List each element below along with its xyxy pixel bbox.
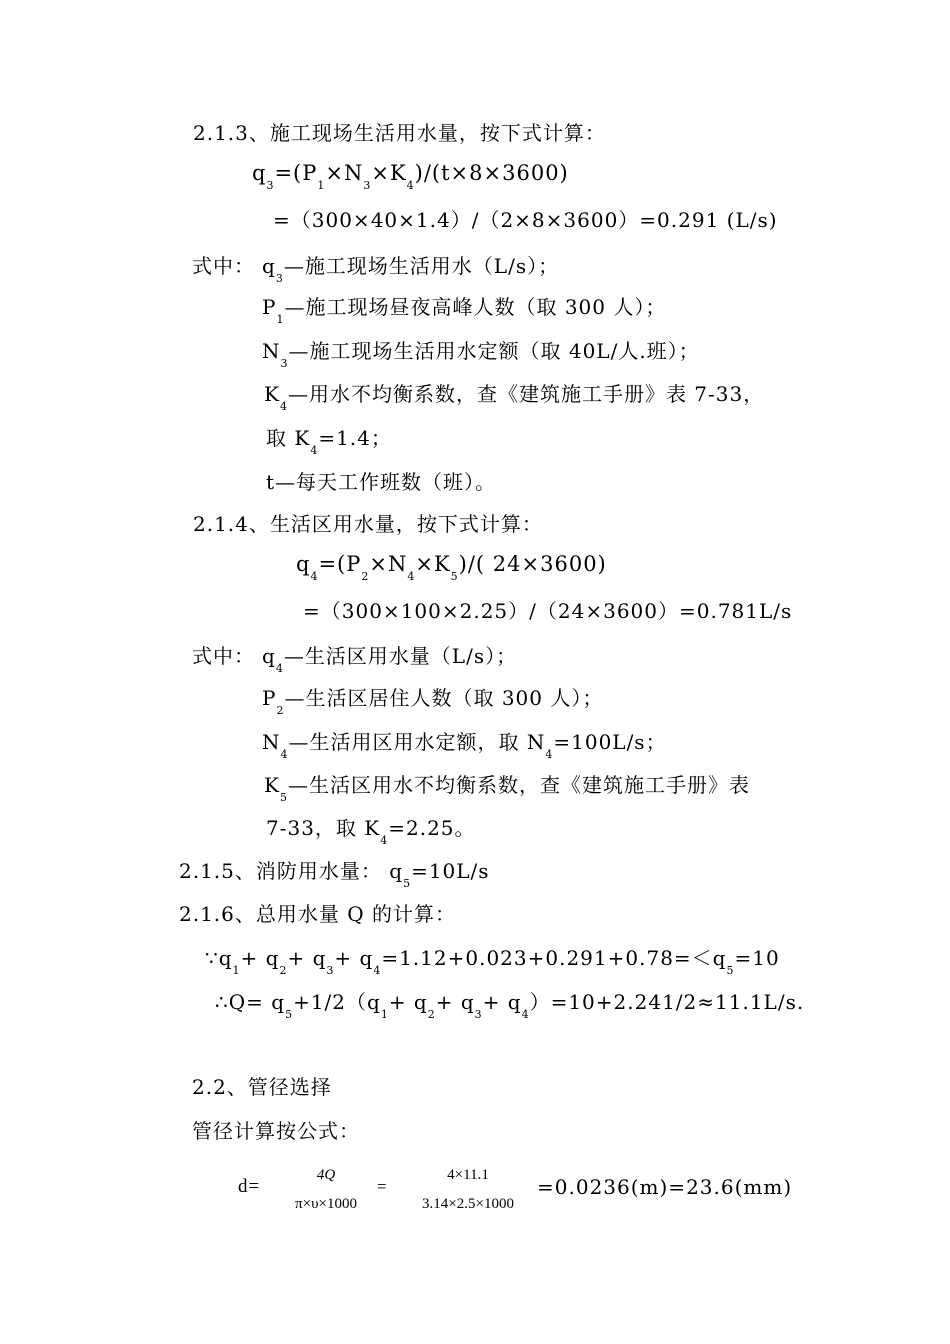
def-k4: $K_4—$用水不均衡系数，查《建筑施工手册》表 7-33，: [264, 382, 765, 413]
fraction-values: [400, 1167, 536, 1213]
formula-q4-calc: =（300×100×2.25）/（24×3600）=0.781L/s: [303, 599, 793, 623]
def-n4: $N_4—$生活用区用水定额，取 $N_4=100L/s$；: [262, 730, 667, 761]
def-q3: $q_3—$施工现场生活用水（L/s）；: [262, 254, 560, 285]
pipe-equals: =: [377, 1177, 388, 1196]
where-label-1: 式中：: [192, 254, 255, 278]
fraction-general: [276, 1167, 376, 1213]
section-2-1-6-heading: 2.1.6、总用水量 Q 的计算：: [179, 902, 456, 926]
pipe-diameter-result: =0.0236(m)=23.6(mm): [537, 1175, 793, 1199]
formula-q3-calc: =（300×40×1.4）/（2×8×3600）=0.291 (L/s): [273, 208, 778, 232]
fraction-values-numerator: 4×11.1: [447, 1167, 489, 1183]
def-n3: $N_3—$施工现场生活用水定额（取 40L/人.班）；: [262, 339, 700, 370]
def-k5: $K_5—$生活区用水不均衡系数，查《建筑施工手册》表: [264, 773, 750, 804]
section-2-1-4-heading: 2.1.4、生活区用水量，按下式计算：: [193, 512, 543, 536]
formula-q3: $q_3=(P_1\times N_3\times K_4)/(t\times 8\times 3600)$: [252, 161, 569, 192]
pipe-formula-intro: 管径计算按公式：: [192, 1119, 360, 1143]
fraction-values-denominator: 3.14×2.5×1000: [422, 1196, 514, 1212]
def-p2: $P_2—$生活区居住人数（取 300 人）；: [262, 686, 604, 717]
where-label-2: 式中：: [192, 644, 255, 668]
def-q4: $q_4—$生活区用水量（L/s）；: [262, 644, 518, 675]
section-2-2-heading: 2.2、管径选择: [192, 1075, 332, 1099]
def-k5-continued: 7-33，取 $K_4=2.25$。: [266, 816, 476, 847]
section-2-1-5: 2.1.5、消防用水量： $q_5=10L/s$: [179, 859, 490, 890]
pipe-d-label: d=: [238, 1176, 261, 1197]
take-k4: 取 $K_4=1.4$；: [266, 426, 392, 457]
therefore-line: ∴Q= $q_5+1/2(q_1+ q_2+ q_3+ q_4)=10+2.241/2\approx 11.1L/s$.: [215, 990, 805, 1021]
fraction-general-numerator: 4Q: [316, 1167, 336, 1183]
def-t: t—每天工作班数（班）。: [266, 470, 497, 494]
formula-q4: $q_4=(P_2\times N_4\times K_5)/$( 24×3600): [296, 552, 607, 583]
section-2-1-3-heading: 2.1.3、施工现场生活用水量，按下式计算：: [193, 121, 606, 145]
def-p1: $P_1—$施工现场昼夜高峰人数（取 300 人）；: [262, 295, 667, 326]
fraction-general-denominator: π×υ×1000: [295, 1196, 357, 1212]
because-line: $\because q_1+ q_2+ q_3+ q_4=1.12+0.023+0.291+0.78=<q_5=10$: [205, 946, 780, 977]
